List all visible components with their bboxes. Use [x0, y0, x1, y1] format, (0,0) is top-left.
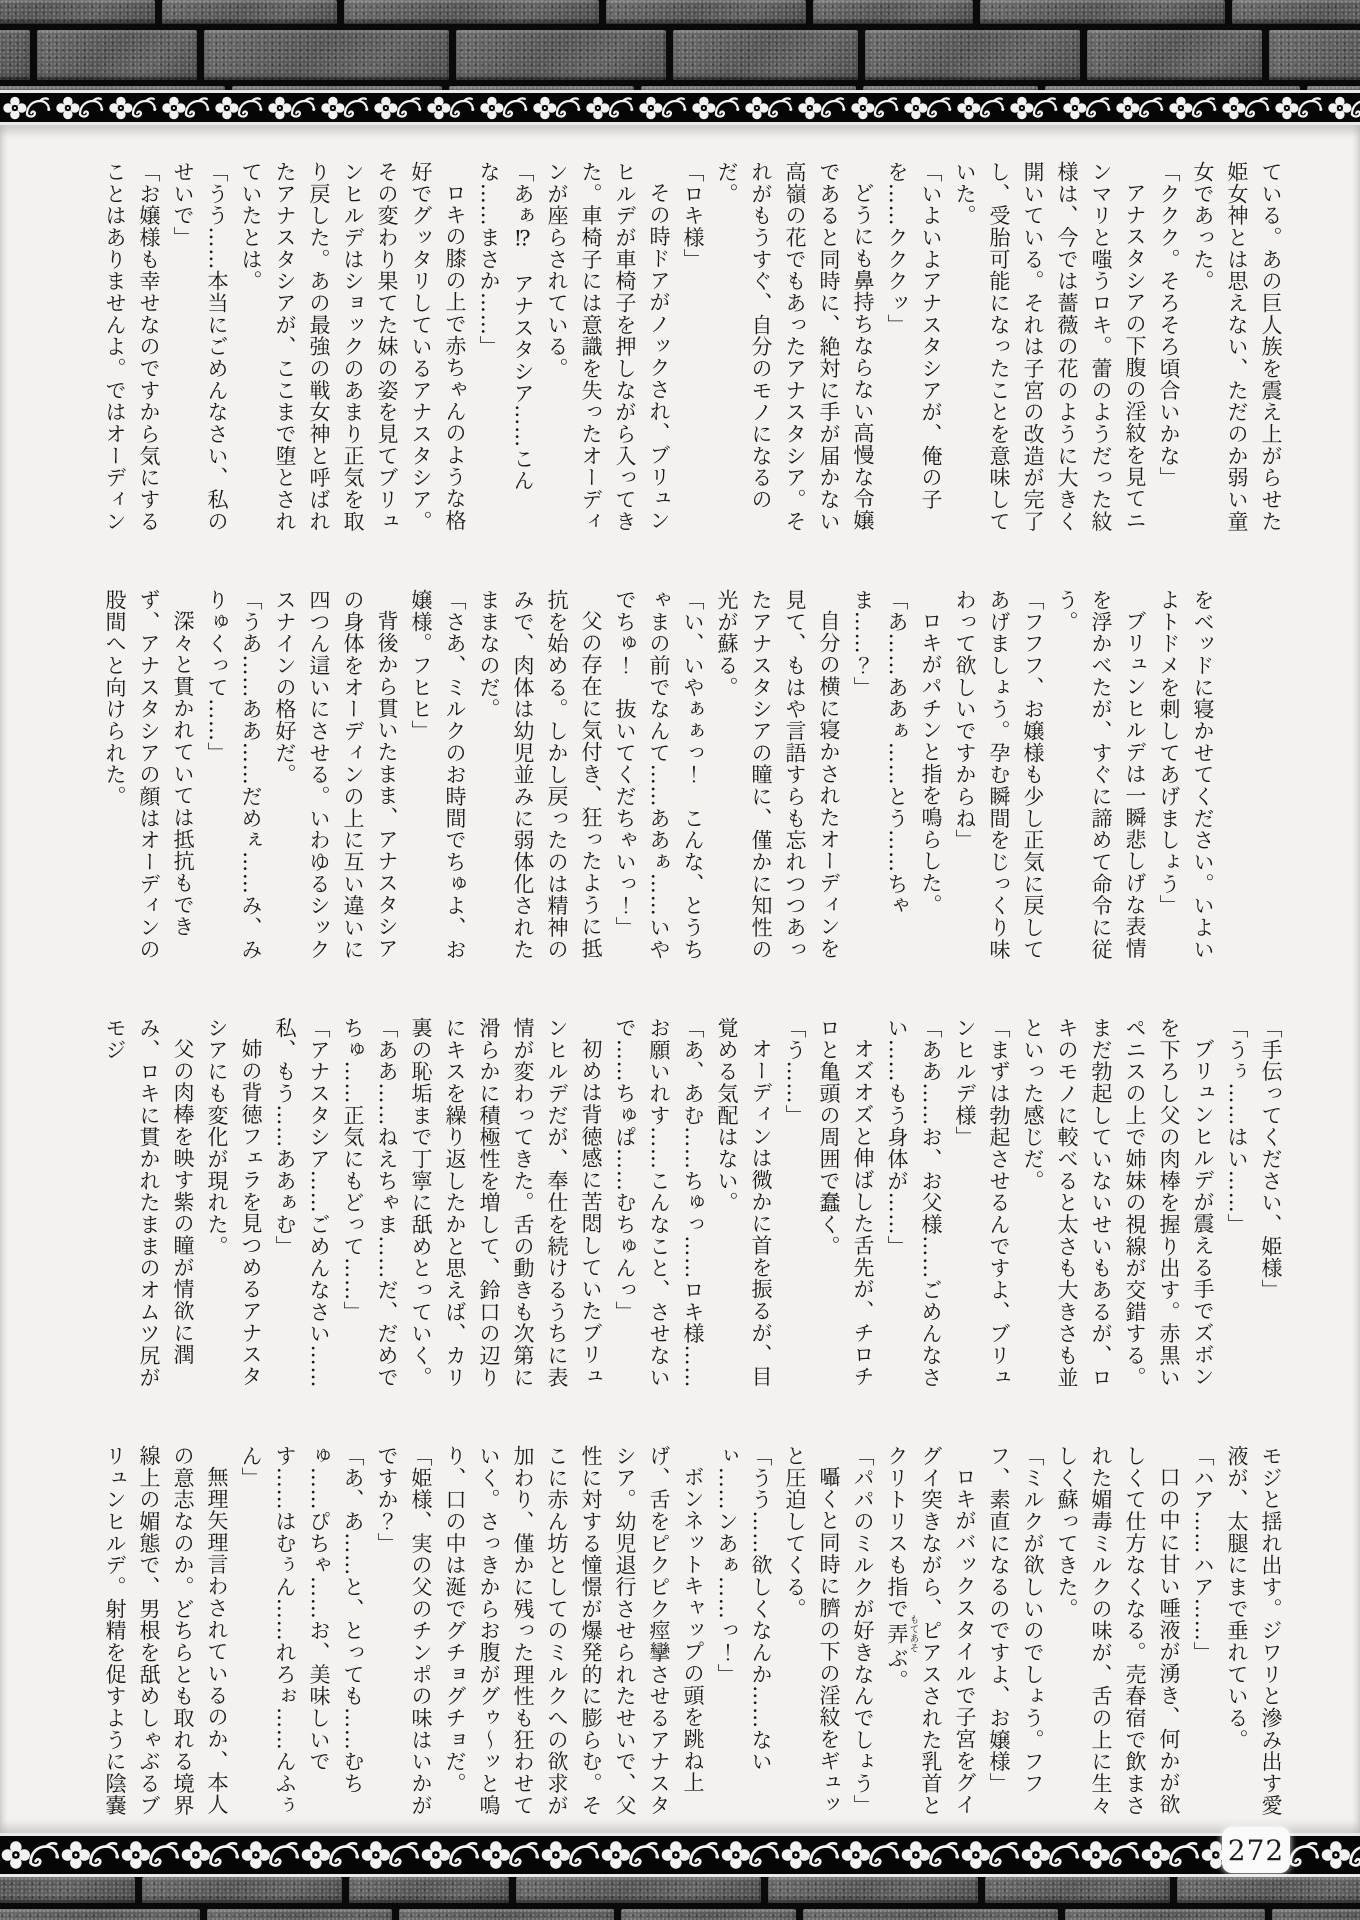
brick [980, 0, 1225, 24]
flower-vine-motif [0, 1839, 60, 1871]
brick-row [0, 1877, 1360, 1903]
brick [0, 1909, 200, 1920]
brick [349, 1877, 509, 1903]
flower-vine-motif [159, 95, 212, 121]
text-row-3 [98, 1017, 1288, 1403]
flower-vine-motif [477, 95, 530, 121]
flower-vine-motif [901, 95, 954, 121]
paragraph: 「うう……欲しくなんか……ないぃ……ンあぁ……っ！」 [715, 1445, 773, 1773]
brick [142, 1877, 342, 1903]
flower-vine-motif [1166, 95, 1219, 121]
text-row-4 [98, 1445, 1288, 1831]
flower-vine-motif [1080, 1839, 1140, 1871]
paragraph: 父の存在に気付き、狂ったように抵抗を始める。しかし戻ったのは精神のみで、肉体は幼児並みに弱体化されたままなのだ。 [477, 589, 603, 961]
text-row-2 [98, 589, 1220, 975]
brick [1087, 30, 1262, 80]
paragraph: 父の肉棒を映す紫の瞳が情欲に潤み、ロキに貫かれたままのオムツ尻がモジ [103, 1017, 195, 1389]
brick [1065, 1909, 1265, 1920]
flower-vine-motif [660, 1839, 720, 1871]
paragraph: どうにも鼻持ちならない高慢な令嬢であると同時に、絶対に手が届かない高嶺の花でもあったアナスタシア。それがもうすぐ、自分のモノになるのだ。 [715, 161, 875, 533]
paragraph: 「あぁ⁉ アナスタシア……こんな……まさか……」 [477, 161, 535, 492]
brick [1272, 1909, 1360, 1920]
flower-vine-motif [840, 1839, 900, 1871]
paragraph: 「ククク。そろそろ頃合いかな」 [1157, 161, 1181, 489]
paragraph: 「あ、あむ……ちゅっ……ロキ様……お願いれす……こんなこと、させないで……ちゅぱ……むちゅんっ」 [613, 1017, 705, 1389]
brick [344, 0, 599, 24]
paragraph: アナスタシアの下腹の淫紋を見てニンマリと嗤うロキ。蕾のようだった紋様は、今では薔薇の花のように大きく開いている。それは子宮の改造が完了し、受胎可能になったことを意味していた。 [953, 161, 1147, 533]
flower-vine-motif [742, 95, 795, 121]
flower-vine-motif [1272, 95, 1325, 121]
brick [621, 1909, 796, 1920]
flower-vine-motif [1113, 95, 1166, 121]
paragraph: ボンネットキャップの頭を跳ね上げ、舌をピクピク痙攣させるアナスタシア。幼児退行させられたせいで、父性に対する憧憬が爆発的に膨らむ。そこに赤ん坊としてのミルクへの欲求が加わり、僅かに残った理性も狂わせていく。さっきからお腹がグゥ～ッと鳴り、口の中は涎でグチョグチョだ。 [443, 1445, 705, 1817]
flower-vine-motif [53, 95, 106, 121]
brick-row [0, 0, 1360, 24]
flower-vine-motif [1320, 1839, 1360, 1871]
paragraph: 姉の背徳フェラを見つめるアナスタシアにも変化が現れた。 [205, 1017, 263, 1388]
paragraph: 「パパのミルクが好きなんでしょう」 [851, 1445, 875, 1817]
brick-wall-bottom [0, 1877, 1360, 1920]
flower-vine-motif [780, 1839, 840, 1871]
flower-vine-motif [1325, 95, 1360, 121]
brick [673, 30, 858, 80]
ornament-border-top [0, 90, 1360, 125]
brick-wall-top [0, 0, 1360, 90]
paragraph: 囁くと同時に臍の下の淫紋をギュッと圧迫してくる。 [783, 1445, 841, 1816]
brick [803, 1909, 1058, 1920]
paragraph: 「まずは勃起させるんですよ、ブリュンヒルデ様」 [953, 1017, 1011, 1389]
brick [207, 1909, 392, 1920]
paragraph: モジと揺れ出す。ジワリと滲み出す愛液が、太腿にまで垂れている。 [1225, 1445, 1283, 1817]
flower-vine-motif [360, 1839, 420, 1871]
brick [1177, 1877, 1360, 1903]
flower-vine-motif [795, 95, 848, 121]
paragraph: 「ミルクが欲しいのでしょう。フフフ、素直になるのですよ、お嬢様」 [987, 1445, 1045, 1795]
flower-vine-motif [120, 1839, 180, 1871]
page-number-badge [1222, 1827, 1290, 1873]
brick [399, 1909, 614, 1920]
paragraph: ロキの膝の上で赤ちゃんのような格好でグッタリしているアナスタシア。その変わり果てた妹の姿を見てブリュンヒルデはショックのあまり正気を取り戻した。あの最強の戦女神と呼ばれたアナスタシアが、ここまで堕とされていたとは。 [239, 161, 467, 533]
paragraph: 「手伝ってください、姫様」 [1259, 1017, 1283, 1301]
paragraph: 口の中に甘い唾液が湧き、何かが欲しくて仕方なくなる。売春宿で飲まされた媚毒ミルクの味が、舌の上に生々しく蘇ってきた。 [1055, 1445, 1181, 1817]
paragraph: オーディンは微かに首を振るが、目覚める気配はない。 [715, 1017, 773, 1388]
brick [37, 30, 197, 80]
flower-vine-motif [424, 95, 477, 121]
brick-row [0, 1909, 1360, 1920]
flower-vine-motif [960, 1839, 1020, 1871]
paragraph: 「ああ……ねえちゃま……だ、だめでちゅ……正気にもどって……」 [341, 1017, 399, 1389]
paragraph: 「フフフ、お嬢様も少し正気に戻してあげましょう。孕む瞬間をじっくり味わって欲しいですからね」 [953, 589, 1045, 961]
brick-row [0, 30, 1360, 80]
brick [162, 0, 337, 24]
flower-vine-motif [954, 95, 1007, 121]
flower-vine-motif [540, 1839, 600, 1871]
flower-vine-motif [1140, 1839, 1200, 1871]
paragraph: 「あ……ああぁ……とう……ちゃま……？」 [851, 589, 909, 917]
paragraph: 「あ、あ……と、とっても……むちゅ……ぴちゃ……お、美味しいです……はむぅん……れろぉ……んふぅん」 [239, 1445, 365, 1817]
brick [606, 0, 806, 24]
paragraph: をベッドに寝かせてください。いよいよトドメを刺してあげましょう」 [1157, 589, 1215, 961]
paragraph: 初めは背徳感に苦悶していたブリュンヒルデだが、奉仕を続けるうちに表情が変わってきた。舌の動きも次第に滑らかに積極性を増して、鈴口の辺りにキスを繰り返したかと思えば、カリ裏の恥垢まで丁寧に舐めとっていく。 [409, 1017, 603, 1389]
flower-vine-motif [420, 1839, 480, 1871]
flower-vine-motif [583, 95, 636, 121]
flower-vine-motif [60, 1839, 120, 1871]
flower-vine-motif [300, 1839, 360, 1871]
paragraph: ブリュンヒルデは一瞬悲しげな表情を浮かべたが、すぐに諦めて命令に従う。 [1055, 589, 1147, 961]
brick [768, 1877, 978, 1903]
paragraph: オズオズと伸ばした舌先が、チロチロと亀頭の周囲で蠢く。 [817, 1017, 875, 1388]
ruby-annotated-kanji: 弄もてあそ [885, 1614, 919, 1653]
paragraph: 無理矢理言わされているのか、本人の意志なのか。どちらとも取れる境界線上の媚態で、男根を舐めしゃぶるブリュンヒルデ。射精を促すように陰嚢 [103, 1445, 229, 1817]
brick [0, 0, 155, 24]
brick [516, 1877, 761, 1903]
paragraph: 「ああ……お、お父様……ごめんなさい……もう身体が……」 [885, 1017, 943, 1389]
paragraph: ロキがバックスタイルで子宮をグイグイ突きながら、ピアスされた乳首とクリトリスも指で弄もてあそぶ。 [885, 1445, 977, 1817]
flower-vine-motif [720, 1839, 780, 1871]
brick [813, 0, 973, 24]
paragraph: 「ロキ様」 [681, 161, 705, 271]
paragraph: その時ドアがノックされ、ブリュンヒルデが車椅子を押しながら入ってきた。車椅子には意識を失ったオーディンが座らされている。 [545, 161, 671, 533]
flower-vine-motif [318, 95, 371, 121]
flower-vine-motif [689, 95, 742, 121]
paragraph: ロキがパチンと指を鳴らした。 [919, 610, 943, 916]
flower-vine-motif [106, 95, 159, 121]
flower-vine-motif [265, 95, 318, 121]
brick [985, 1877, 1170, 1903]
paragraph: ている。あの巨人族を震え上がらせた姫女神とは思えない、ただのか弱い童女であった。 [1191, 161, 1283, 533]
paragraph: 「うあ……ああ……だめぇ……み、みりゅくって……」 [205, 589, 263, 961]
text-row-1 [98, 161, 1288, 547]
flower-vine-motif [212, 95, 265, 121]
brick [0, 30, 30, 80]
brick [1269, 30, 1360, 80]
brick [1232, 0, 1360, 24]
brick [0, 1877, 135, 1903]
flower-vine-motif [848, 95, 901, 121]
page-number: 272 [1227, 1833, 1285, 1867]
paragraph: 深々と貫かれていては抵抗もできず、アナスタシアの顔はオーディンの股間へと向けられた。 [103, 589, 195, 961]
brick [865, 30, 1080, 80]
paragraph: 「ハア……ハア……」 [1191, 1445, 1215, 1664]
flower-vine-motif [1060, 95, 1113, 121]
brick [204, 30, 449, 80]
flower-vine-motif [1007, 95, 1060, 121]
flower-vine-motif [480, 1839, 540, 1871]
paragraph: ブリュンヒルデが震える手でズボンを下ろし父の肉棒を握り出す。赤黒いペニスの上で姉妹の視線が交錯する。まだ勃起していないせいもあるが、ロキのモノに較べると太さも大きさも並といった感じだ。 [1021, 1017, 1215, 1389]
paragraph: 「うぅ……はい……」 [1225, 1017, 1249, 1236]
paragraph: 「お嬢様も幸せなのですから気にすることはありませんよ。ではオーディン [103, 161, 161, 533]
paragraph: 「アナスタシア……ごめんなさい……私、もう……ああぁむ」 [273, 1017, 331, 1389]
flower-vine-motif [600, 1839, 660, 1871]
flower-vine-motif [371, 95, 424, 121]
flower-vine-motif [0, 95, 53, 121]
paragraph: 「さあ、ミルクのお時間でちゅよ、お嬢様。フヒヒ」 [409, 589, 467, 961]
flower-vine-motif [1020, 1839, 1080, 1871]
paragraph: 「姫様、実の父のチンポの味はいかがですか？」 [375, 1445, 433, 1817]
ornament-border-bottom [0, 1833, 1360, 1877]
paragraph: 「い、いやぁぁっ！ こんな、とうちゃまの前でなんて……ああぁ……いやでちゅ！ 抜いてくだちゃいっ！」 [613, 589, 705, 961]
flower-vine-motif [530, 95, 583, 121]
brick [456, 30, 666, 80]
flower-vine-motif [240, 1839, 300, 1871]
paragraph: 「うう……本当にごめんなさい、私のせいで」 [171, 161, 229, 533]
paragraph: 背後から貫いたまま、アナスタシアの身体をオーディンの上に互い違いに四つん這いにさせる。いわゆるシックスナインの格好だ。 [273, 589, 399, 961]
flower-vine-motif [1219, 95, 1272, 121]
paragraph: 自分の横に寝かされたオーディンを見て、もはや言語すらも忘れつつあったアナスタシアの瞳に、僅かに知性の光が蘇る。 [715, 589, 841, 961]
paragraph: 「いよいよアナスタシアが、俺の子を……クククッ」 [885, 161, 943, 511]
page-content [0, 125, 1360, 1833]
flower-vine-motif [900, 1839, 960, 1871]
paragraph: 「う……」 [783, 1017, 807, 1127]
flower-vine-motif [180, 1839, 240, 1871]
flower-vine-motif [636, 95, 689, 121]
